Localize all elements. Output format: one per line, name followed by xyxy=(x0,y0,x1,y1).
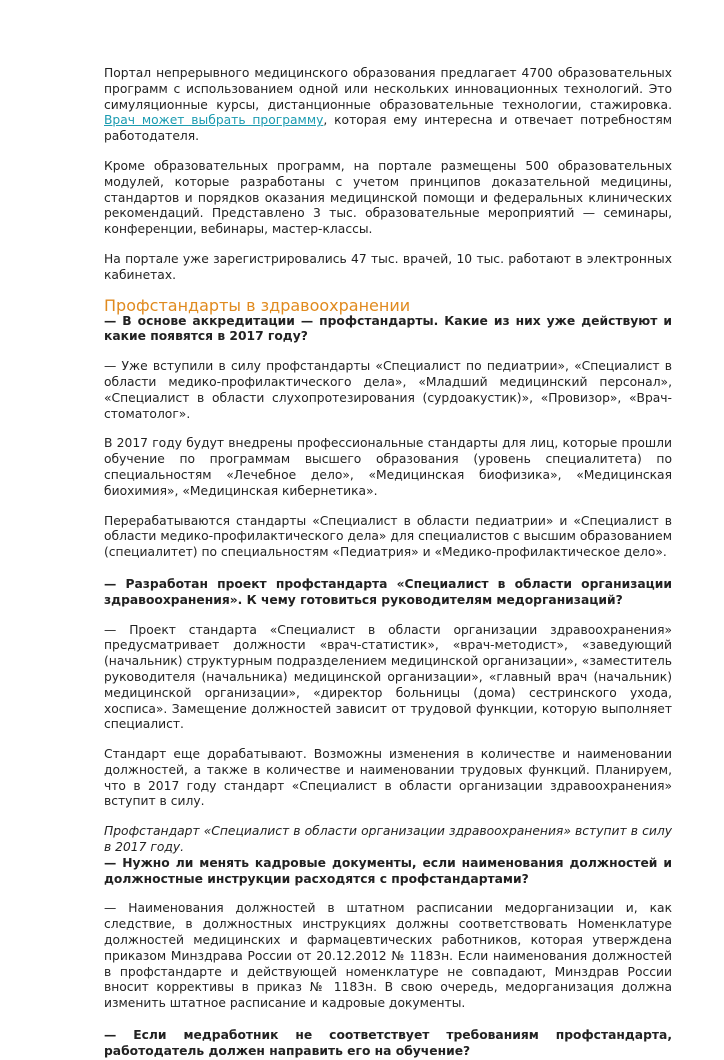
question-1: — В основе аккредитации — профстандарты. Какие из них уже действуют и какие появятся в 2017 году? xyxy=(104,313,672,344)
choose-program-link[interactable]: Врач может выбрать программу xyxy=(104,113,324,128)
answer-1-part-2: В 2017 году будут внедрены профессиональные стандарты для лиц, которые прошли обучение по программам высшего образования (уровень специалитета) по специальностям «Лечебное дело», «Медицинская биофизика», «Медицинская биохимия», «Медицинская кибернетика». xyxy=(104,436,672,498)
answer-2: — Проект стандарта «Специалист в области организации здравоохранения» предусматривает должности «врач-статистик», «врач-методист», «заведующий (начальник) структурным подразделением медицинской организации», «заместитель руководителя (начальника) медицинской организации», «главный врач (начальник) медицинской организации», «директор больницы (дома) сестринского ухода, хосписа». Замещение должностей зависит от трудовой функции, которую выполняет специалист. xyxy=(104,622,672,732)
question-2: — Разработан проект профстандарта «Специалист в области организации здравоохранения». К чему готовиться руководителям медорганизаций? xyxy=(104,576,672,607)
answer-3: — Наименования должностей в штатном расписании медорганизации и, как следствие, в должностных инструкциях должны соответствовать Номенклатуре должностей медицинских и фармацевтических работников, которая утверждена приказом Минздрава России от 20.12.2012 № 1183н. Если наименования должностей в профстандарте и действующей номенклатуре не совпадают, Минздрав России вносит коррективы в приказ № 1183н. В свою очередь, медорганизация должна изменить штатное расписание и кадровые документы. xyxy=(104,901,672,1011)
section-heading: Профстандарты в здравоохранении xyxy=(104,295,411,315)
paragraph-modules: Кроме образовательных программ, на портале размещены 500 образовательных модулей, которые разработаны с учетом принципов доказательной медицины, стандартов и порядков оказания медицинской помощи и федеральных клинических рекомендаций. Представлено 3 тыс. образовательные мероприятий — семинары, конференции, вебинары, мастер-классы. xyxy=(104,158,672,237)
answer-2-part-2: Стандарт еще дорабатывают. Возможны изменения в количестве и наименовании должностей, а также в количестве и наименовании трудовых функций. Планируем, что в 2017 году стандарт «Специалист в области организации здравоохранения» вступит в силу. xyxy=(104,747,672,809)
text: Портал непрерывного медицинского образования предлагает 4700 образовательных программ с использованием одной или нескольких инновационных технологий. Это симуляционные курсы, дистанционные образовательные технологии, стажировка. xyxy=(104,66,672,112)
question-3: — Нужно ли менять кадровые документы, если наименования должностей и должностные инструкции расходятся с профстандартами? xyxy=(104,855,672,886)
paragraph-portal-programs xyxy=(104,66,672,145)
question-4: — Если медработник не соответствует требованиям профстандарта, работодатель должен направить его на обучение? xyxy=(104,1028,672,1058)
text: , которая ему интересна и отвечает потребностям работодателя. xyxy=(104,113,673,144)
article-body xyxy=(104,66,672,1060)
answer-1-part-3: Перерабатываются стандарты «Специалист в области педиатрии» и «Специалист в области медико-профилактического дела» для специалистов с высшим образованием (специалитет) по специальностям «Педиатрия» и «Медико-профилактическое дело». xyxy=(104,513,672,560)
paragraph-registered: На портале уже зарегистрировались 47 тыс. врачей, 10 тыс. работают в электронных кабинетах. xyxy=(104,251,672,282)
italic-note: Профстандарт «Специалист в области организации здравоохранения» вступит в силу в 2017 году. xyxy=(104,824,672,855)
answer-1: — Уже вступили в силу профстандарты «Специалист по педиатрии», «Специалист в области медико-профилактического дела», «Младший медицинский персонал», «Специалист в области слухопротезирования (сурдоакустик)», «Провизор», «Врач-стоматолог». xyxy=(104,359,672,421)
